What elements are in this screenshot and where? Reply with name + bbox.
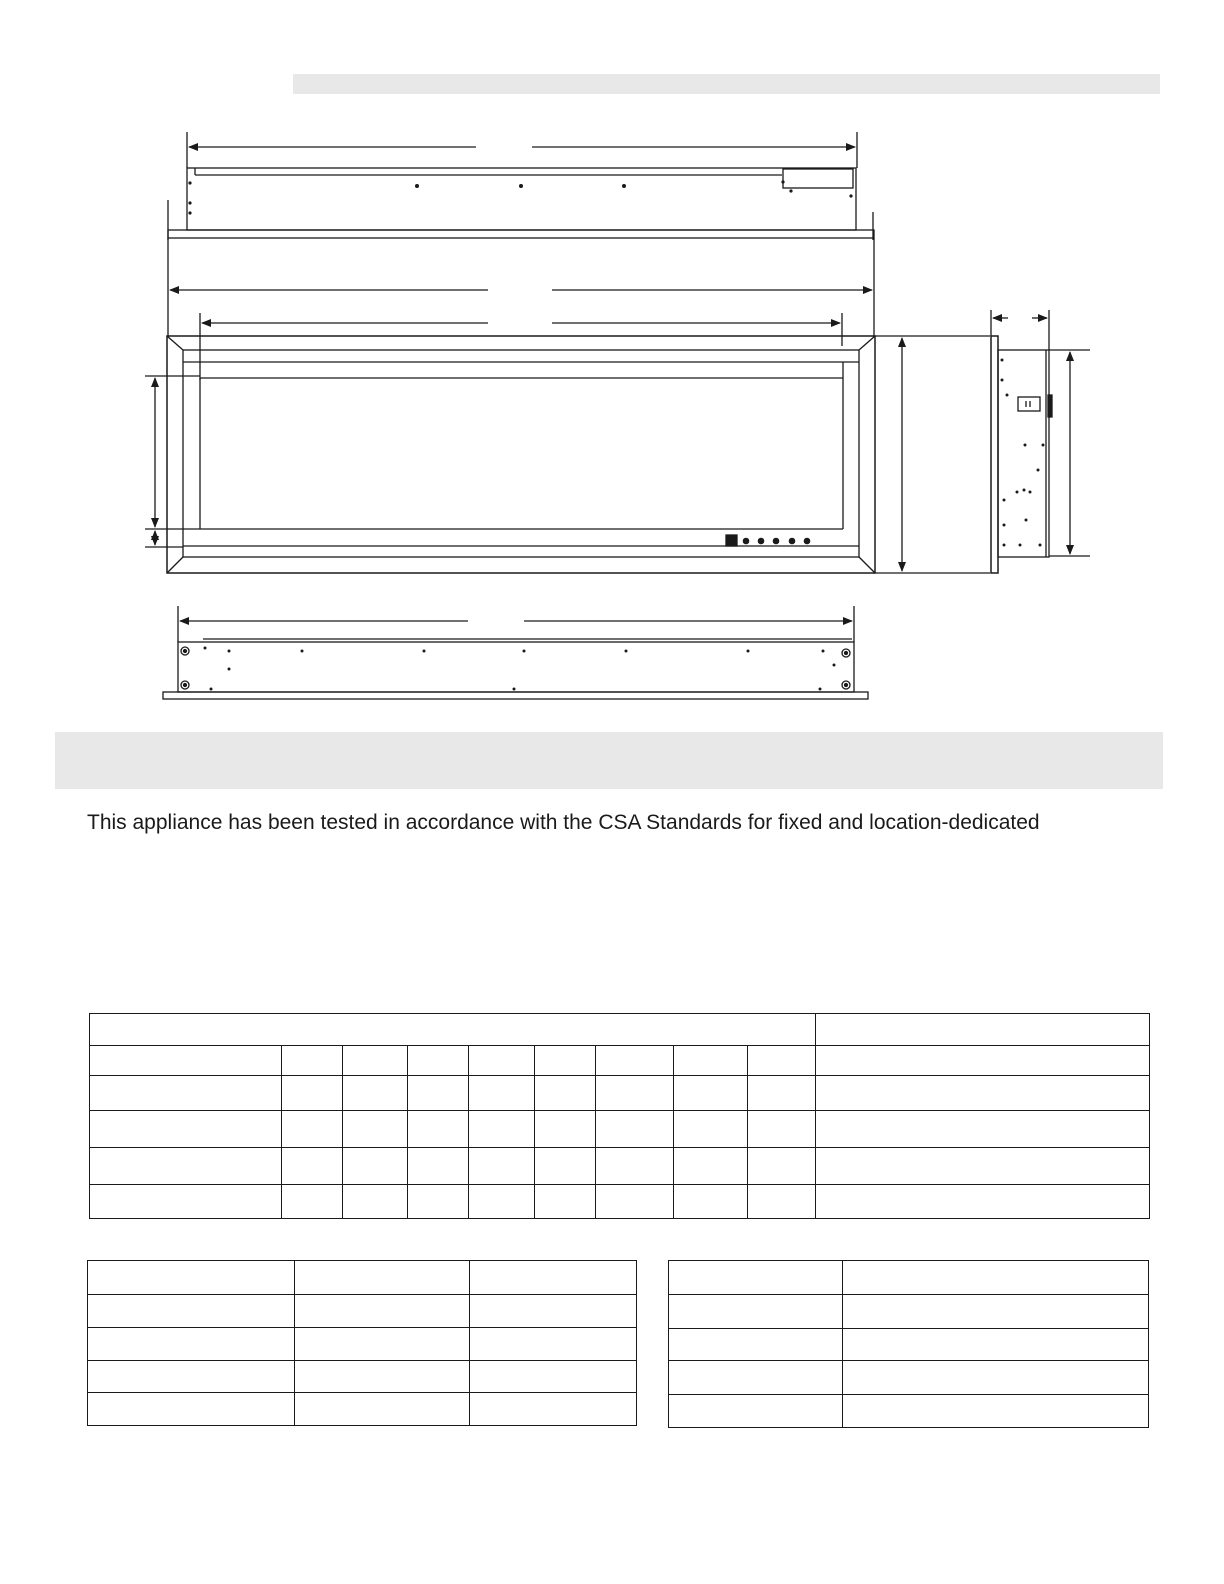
- table-cell: [470, 1361, 637, 1393]
- table-cell: [90, 1076, 282, 1111]
- body-text: This appliance has been tested in accordance with the CSA Standards for fixed and location-dedicated: [87, 811, 1040, 834]
- front-outer-frame: [167, 336, 875, 573]
- table-cell: [674, 1147, 748, 1184]
- table-cell: [815, 1111, 1149, 1147]
- table-cell: [843, 1295, 1149, 1329]
- table-cell: [535, 1111, 595, 1147]
- table-cell: [282, 1184, 342, 1218]
- fireplace-dimension-drawing: [0, 0, 1224, 720]
- table-cell: [282, 1046, 342, 1076]
- table-cell: [282, 1147, 342, 1184]
- table-cell: [88, 1261, 295, 1295]
- table-cell: [408, 1076, 468, 1111]
- table-cell: [674, 1076, 748, 1111]
- table-cell: [295, 1361, 470, 1393]
- left-table: [87, 1260, 637, 1426]
- table-cell: [843, 1361, 1149, 1395]
- table-cell: [669, 1395, 843, 1428]
- table-cell: [90, 1046, 282, 1076]
- table-cell: [295, 1295, 470, 1328]
- table-cell: [88, 1393, 295, 1426]
- table-cell: [470, 1261, 637, 1295]
- table-cell: [342, 1076, 407, 1111]
- control-button-1: [743, 538, 750, 545]
- table-cell: [748, 1111, 815, 1147]
- table-cell: [295, 1393, 470, 1426]
- table-cell: [90, 1184, 282, 1218]
- table-cell: [468, 1076, 534, 1111]
- table-cell: [468, 1111, 534, 1147]
- right-table: [668, 1260, 1149, 1428]
- table-cell: [342, 1184, 407, 1218]
- table-cell: [535, 1076, 595, 1111]
- table-cell: [748, 1046, 815, 1076]
- table-cell: [595, 1147, 673, 1184]
- table-cell: [470, 1295, 637, 1328]
- table-cell: [342, 1046, 407, 1076]
- table-cell: [815, 1184, 1149, 1218]
- table-cell: [408, 1184, 468, 1218]
- table-cell: [295, 1328, 470, 1361]
- section-header-band-2: [55, 732, 1163, 789]
- table-cell: [674, 1111, 748, 1147]
- table-cell: [843, 1329, 1149, 1361]
- table-cell: [468, 1184, 534, 1218]
- table-cell: [535, 1147, 595, 1184]
- table-cell: [468, 1147, 534, 1184]
- table-cell: [295, 1261, 470, 1295]
- top-view: [168, 132, 874, 240]
- control-button-3: [773, 538, 780, 545]
- control-button-5: [804, 538, 811, 545]
- table-cell: [88, 1361, 295, 1393]
- table-header-cell: [815, 1014, 1149, 1046]
- table-cell: [595, 1111, 673, 1147]
- table-header-cell: [90, 1014, 816, 1046]
- table-cell: [468, 1046, 534, 1076]
- table-cell: [669, 1329, 843, 1361]
- table-cell: [282, 1076, 342, 1111]
- table-cell: [595, 1076, 673, 1111]
- table-cell: [669, 1295, 843, 1329]
- table-cell: [748, 1147, 815, 1184]
- table-cell: [748, 1184, 815, 1218]
- table-cell: [843, 1395, 1149, 1428]
- rating-table: [89, 1013, 1150, 1219]
- table-cell: [815, 1147, 1149, 1184]
- table-cell: [595, 1184, 673, 1218]
- table-cell: [90, 1147, 282, 1184]
- control-button-2: [758, 538, 765, 545]
- table-cell: [815, 1076, 1149, 1111]
- front-view: [145, 238, 990, 573]
- table-cell: [90, 1111, 282, 1147]
- table-cell: [669, 1261, 843, 1295]
- table-cell: [342, 1147, 407, 1184]
- table-cell: [674, 1184, 748, 1218]
- table-cell: [535, 1046, 595, 1076]
- table-cell: [408, 1147, 468, 1184]
- table-cell: [282, 1111, 342, 1147]
- table-cell: [815, 1046, 1149, 1076]
- table-cell: [535, 1184, 595, 1218]
- table-cell: [843, 1261, 1149, 1295]
- front-inner-frame: [183, 350, 859, 557]
- table-cell: [470, 1328, 637, 1361]
- table-cell: [470, 1393, 637, 1426]
- side-view: [991, 310, 1090, 573]
- control-display: [726, 535, 737, 546]
- table-cell: [408, 1111, 468, 1147]
- table-cell: [748, 1076, 815, 1111]
- table-cell: [88, 1328, 295, 1361]
- control-button-4: [789, 538, 796, 545]
- table-cell: [595, 1046, 673, 1076]
- table-cell: [669, 1361, 843, 1395]
- table-cell: [674, 1046, 748, 1076]
- bottom-view: [163, 606, 868, 699]
- table-cell: [88, 1295, 295, 1328]
- table-cell: [342, 1111, 407, 1147]
- table-cell: [408, 1046, 468, 1076]
